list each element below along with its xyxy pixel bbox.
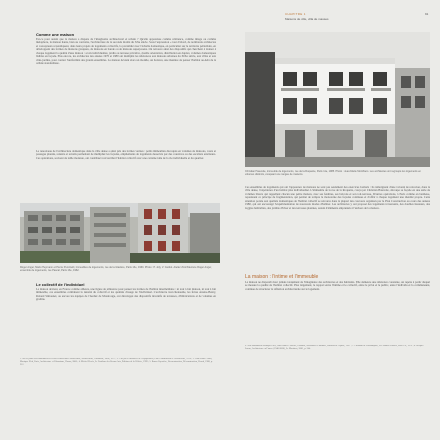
right-photo-image	[245, 32, 430, 167]
right-heading-maison: La maison : l'intime et l'immeuble	[245, 274, 319, 280]
left-photo-caption: Roger Anger, Mario Heymann et Pierre Puccinelli, immeubles de logements, rue de la Glacière, Paris 13e, 1960. Photo : P. Joly, V. Cardot. Atelier d'Architecture Roger Anger, ensemble de logements, rue Pascal, Paris 13e, 1962.	[20, 266, 212, 272]
left-body-2: Le renouveau de l'architecture domestique dans la ville dense a ainsi pris des formes variées : petits immeubles découpés en volumes de maisons, cours et passages plantés, redents et retraits permettant de multiplier les façades, empilements de logements desservis par des coursives ou des escaliers extérieurs. Ces opérations, souvent de taille modeste, ont contribué à réconcilier l'habitat collectif avec une certaine idée de la vie individuelle et du quartier.	[36, 150, 216, 160]
left-body-1: Est-ce pour autant que la maison a disparu de l'imaginaire architectural et urbain ? Qu'elle apparaisse comme référence, comme image ou comme métaphore, la maison hante, bien au contraire, l'architecture de la seconde moitié du XXe siècle. Sous l'expression « tout d'abord, de nombreux architectes et concepteurs revendiquent, dans leurs projets de logements collectifs, la proximité avec l'échelle domestique, en particulier sur le territoire périurbain, en développant des formes de maisons groupées, de maisons en bande ou de maisons superposées. On retrouve ainsi des dispositifs qui cherchent à donner à chaque logement la qualité d'une maison : accès individualisé, jardin ou terrasse privative, double orientation, distribution en duplex, volumes domestiques lisibles en façade. Plus encore, les architectes des années 1970 et 1980 ont multiplié les références aux maisons urbaines du XIXe siècle, aux villas et aux cités-jardins, pour contrer l'uniformité des grands ensembles. La maison devient alors un modèle, un horizon, une manière de penser l'habitat au-delà de la cellule standardisée.	[36, 38, 216, 66]
left-body-3: La maison devient, en France comme ailleurs, une figure de référence pour penser les formes de l'habitat intermédiaire : ni tout à fait maison, ni tout à fait immeuble, ces ensembles combinent la densité du collectif et les qualités d'usage de l'individuel. L'architecte Jean Renaudie, les frères Arsène-Henry, Roland Simounet, ou encore les équipes de l'Atelier de Montrouge, ont développé des dispositifs inventifs de terrasses, d'imbrications et de volumes en gradins.	[36, 288, 216, 302]
left-photo-housing	[20, 203, 220, 263]
right-photo-caption: Christian Hauvette, immeuble de logements, rue de la Roquette, Paris 11e, 1985. Photo : Jean-Marie Monthiers. Les architectes ont regroupé les logements en volumes distincts, évoquant une rangée de maisons.	[245, 170, 422, 176]
right-footnotes: 6. Voir notamment Monique Eleb, Anne-Marie Châtelet, Urbanité, sociabilité et intimité, Éditions de l'Épure, 1997 ; 7. Christian de Portzamparc, Les Hautes-Formes, Paris 13e, 1979 ; 8. Jacques Lucan, Architecture en France (1940-2000), Le Moniteur, 2001, p. 244.	[245, 345, 424, 350]
running-head-chapter: CHAPITRE 1	[285, 12, 306, 16]
running-head-subtitle: Maisons de ville, villa de masses	[285, 17, 329, 21]
page-number: 91	[425, 12, 429, 16]
right-photo-building	[245, 32, 430, 167]
right-body-2: La maison ne disparaît donc jamais totalement de l'imaginaire des architectes et des habitants. Elle demeure une référence constante, un repère à partir duquel se mesure la qualité de l'habitat collectif. Plus largement, le rapport entre l'intime et le collectif, entre le privé et le public, entre l'individu et la communauté, continue de structurer la réflexion architecturale sur le logement.	[245, 281, 430, 291]
right-body-1: Ces ensembles de logements qui ont l'apparence de maisons ne sont pas seulement des exercices formels : ils témoignent d'une volonté de retrouver, dans la ville dense, l'expérience d'un habitat plus individualisé. L'immeuble de la rue de la Roquette, conçu par Christian Hauvette, découpe sa façade en une série de volumes blancs qui rappellent chacun une petite maison, avec ses fenêtres, ses balcons et son toit-terrasse. D'autres opérations, à Paris comme en banlieue, reprennent ce principe de fragmentation, qui permet de rompre la monotonie des façades continues et d'offrir à chaque logement une identité propre. Cette attention portée aux qualités domestiques de l'habitat collectif se retrouve dans la plupart des concours organisés par le Plan Construction au cours des années 1980, qui ont encouragé l'expérimentation de nouveaux modes d'habiter. Les architectes y ont proposé des logements traversants, des doubles hauteurs, des loggias habitables, des jardins d'hiver et des terrasses plantées, autant d'éléments empruntés à l'univers de la maison.	[245, 186, 430, 210]
left-footnotes: 1. Sur ce point voir notamment les textes réunis dans Architecture, Mouvement, Continuité, Paris, 1977 ; 2. Cité par le ministère de l'Équipement, Plan Construction et Architecture, 1978 ; 3. Jean-Louis Cohen, Monique Eleb, Paris, Architecture et Urbanisme, Hazan, 2000 ; 4. Michel Denès, Le Fantôme des Beaux-Arts, Éditions de la Villette, 1999 ; 5. Bruno Vayssière, Reconstruction, Déconstruction, Picard, 1988, p. 212.	[20, 358, 213, 366]
left-heading-collectif: Le collectif de l'individuel	[36, 282, 85, 287]
left-heading-comme-une-maison: Comme une maison	[36, 32, 75, 37]
left-photo-image	[20, 203, 220, 263]
